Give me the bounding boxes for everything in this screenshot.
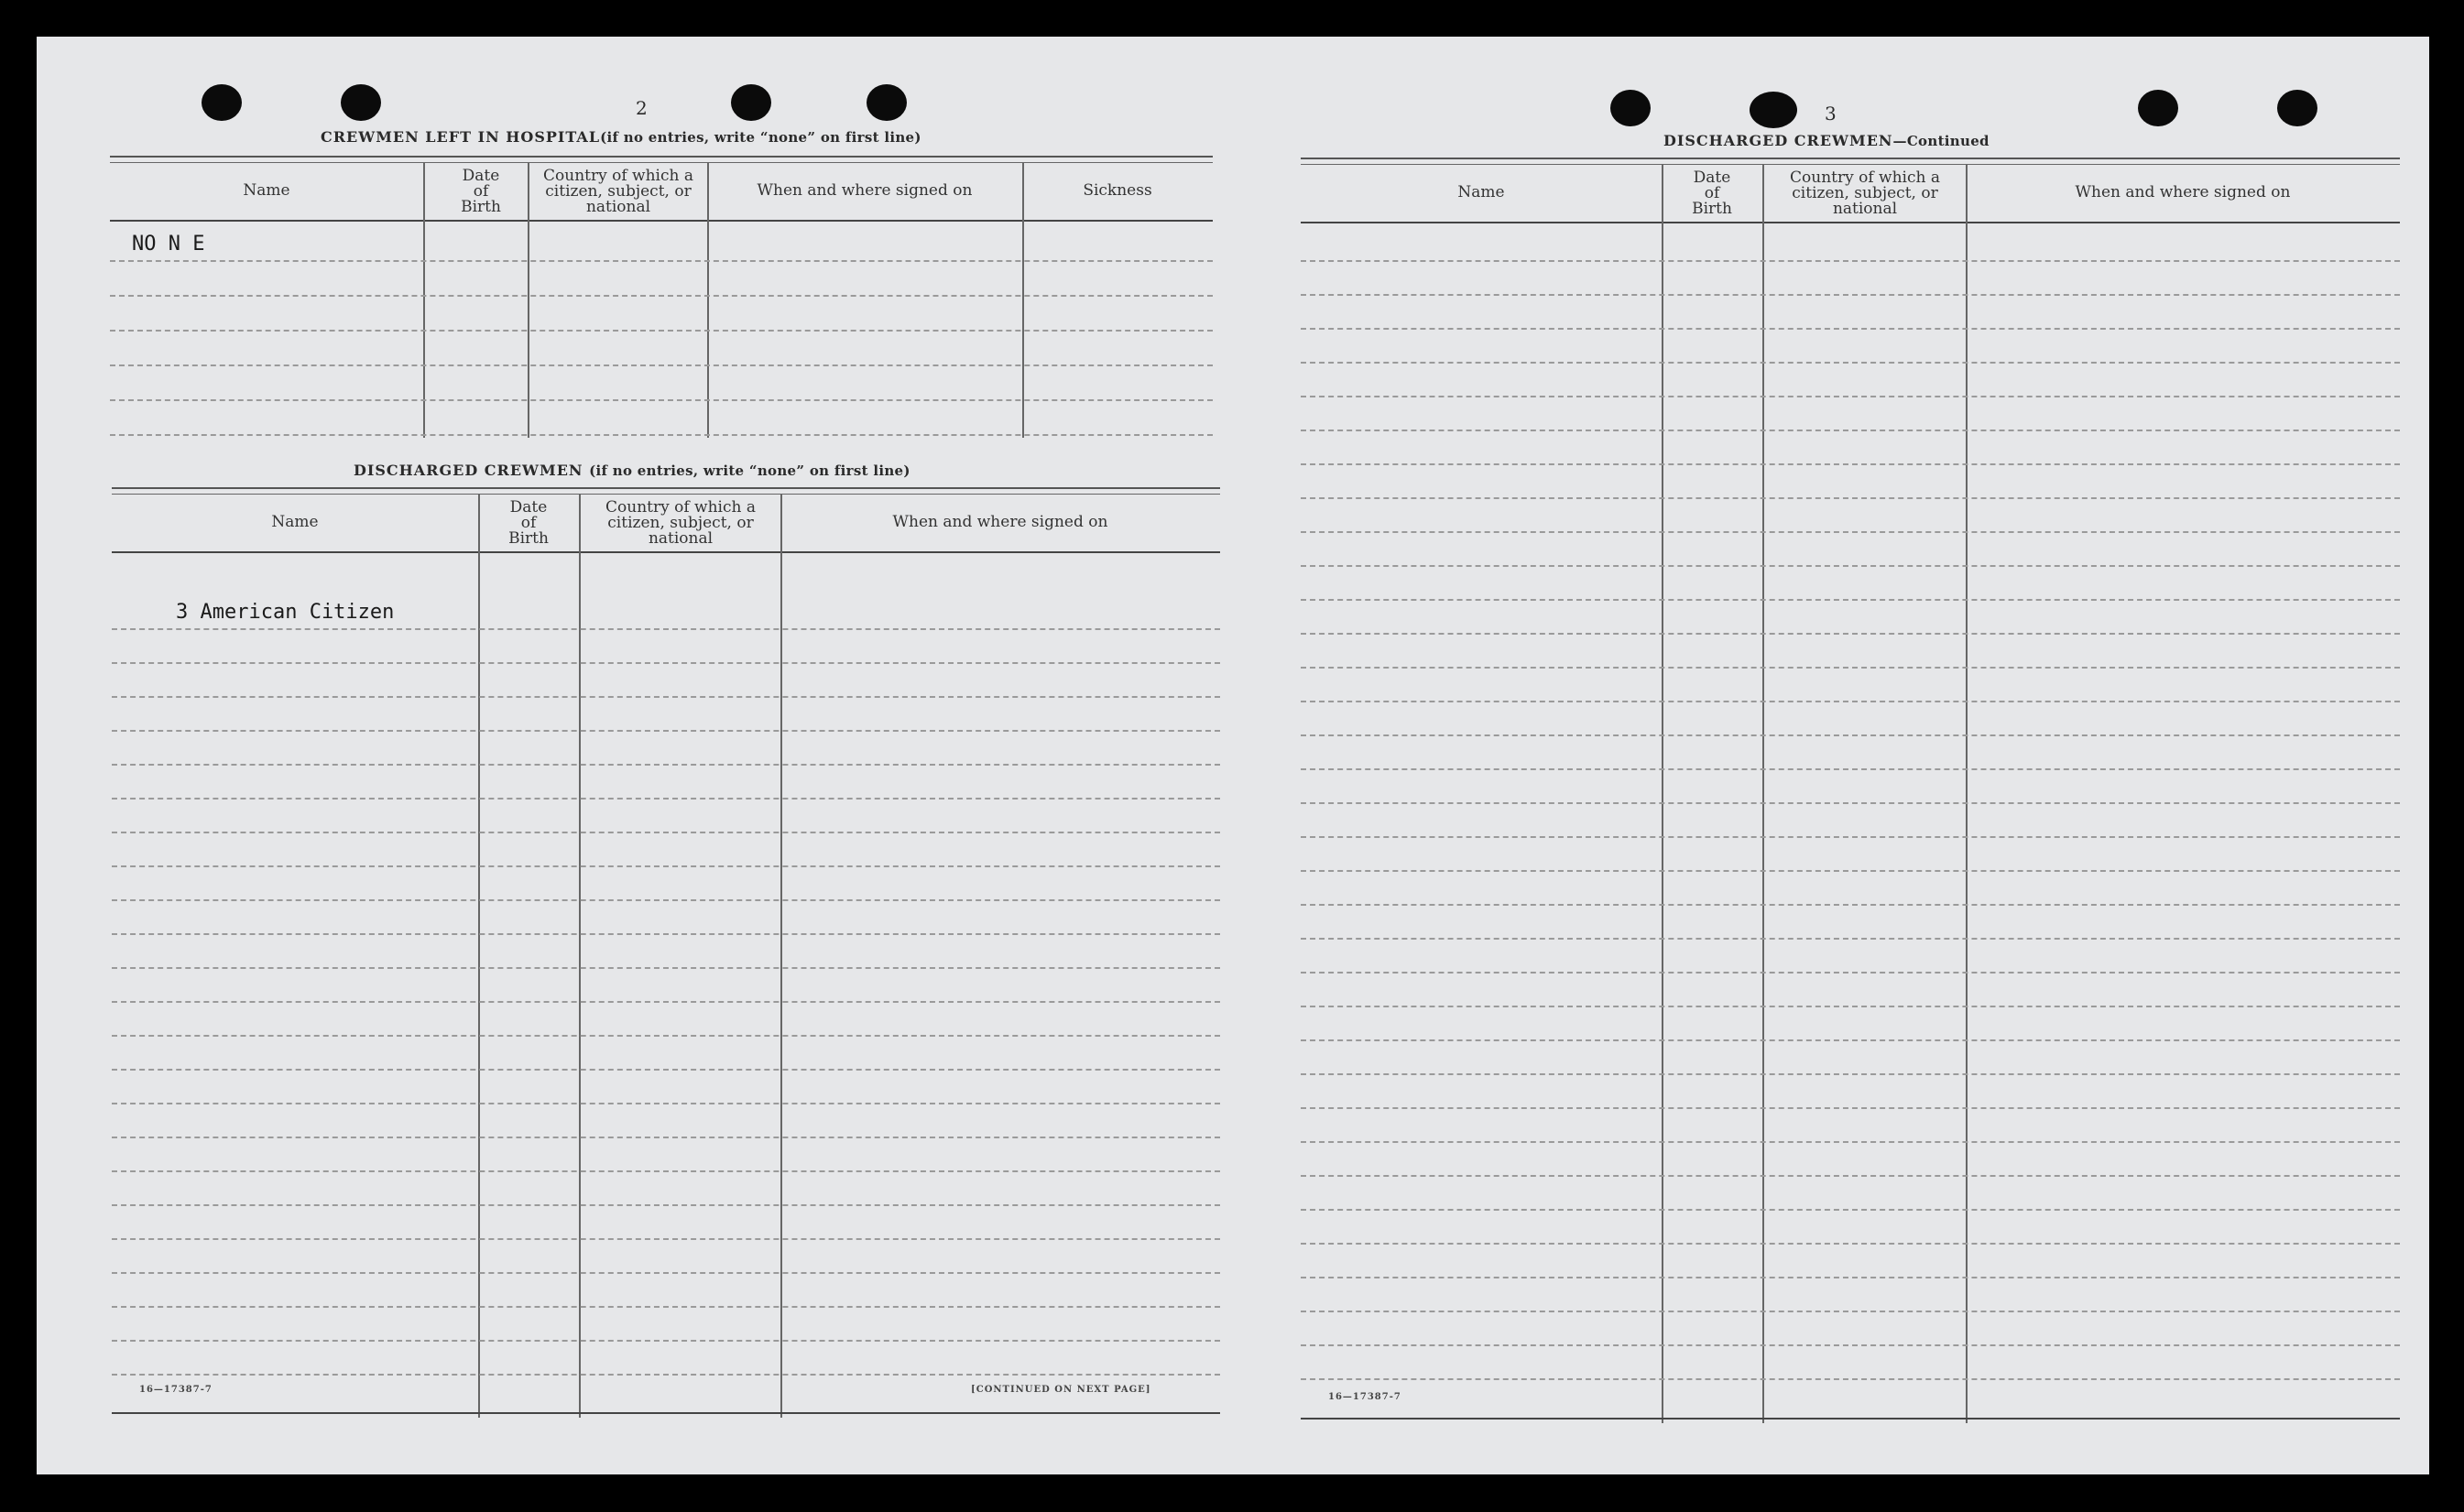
col-header-date-of-birth: Date of Birth — [508, 498, 549, 548]
discharged-entry: 3 American Citizen — [176, 601, 395, 624]
hospital-title-note: (if no entries, write “none” on first line) — [600, 129, 921, 146]
col-header-country: Country of which a citizen, subject, or national — [543, 167, 693, 216]
continued-note: [CONTINUED ON NEXT PAGE] — [971, 1385, 1151, 1395]
col-header-signed-on: When and where signed on — [2075, 183, 2291, 201]
punch-hole — [867, 84, 907, 121]
hospital-entry: NO N E — [132, 233, 205, 256]
col-header-date-of-birth: Date of Birth — [1692, 169, 1732, 218]
page-number-left: 2 — [636, 97, 648, 119]
punch-hole — [202, 84, 242, 121]
col-header-signed-on: When and where signed on — [757, 181, 973, 200]
discharged-table-left — [112, 487, 1220, 1421]
form-number-right: 16—17387-7 — [1328, 1392, 1401, 1402]
punch-hole — [1750, 92, 1797, 128]
punch-hole — [341, 84, 381, 121]
continued-title-text: DISCHARGED CREWMEN — [1663, 132, 1893, 149]
col-header-country: Country of which a citizen, subject, or national — [1790, 169, 1940, 218]
form-number-left: 16—17387-7 — [139, 1385, 213, 1395]
col-header-name: Name — [1457, 183, 1505, 201]
punch-hole — [731, 84, 771, 121]
col-header-sickness: Sickness — [1083, 181, 1152, 200]
discharged-table-right — [1301, 158, 2400, 1430]
col-header-name: Name — [271, 513, 319, 531]
col-header-date-of-birth: Date of Birth — [461, 167, 501, 216]
col-header-country: Country of which a citizen, subject, or national — [605, 498, 756, 548]
hospital-title-text: CREWMEN LEFT IN HOSPITAL — [321, 128, 601, 146]
punch-hole — [1610, 90, 1651, 126]
hospital-table — [110, 156, 1213, 467]
punch-hole — [2138, 90, 2178, 126]
document-sheet — [37, 37, 2429, 1474]
hospital-section-title — [321, 128, 921, 146]
continued-section-title — [1663, 132, 1990, 149]
col-header-signed-on: When and where signed on — [892, 513, 1108, 531]
page-number-right: 3 — [1825, 103, 1837, 125]
discharged-title-note: (if no entries, write “none” on first line) — [589, 462, 910, 479]
discharged-title-text: DISCHARGED CREWMEN — [354, 462, 583, 479]
discharged-section-title — [354, 462, 910, 479]
col-header-name: Name — [243, 181, 290, 200]
continued-title-suffix: —Continued — [1892, 133, 1990, 149]
punch-hole — [2277, 90, 2317, 126]
